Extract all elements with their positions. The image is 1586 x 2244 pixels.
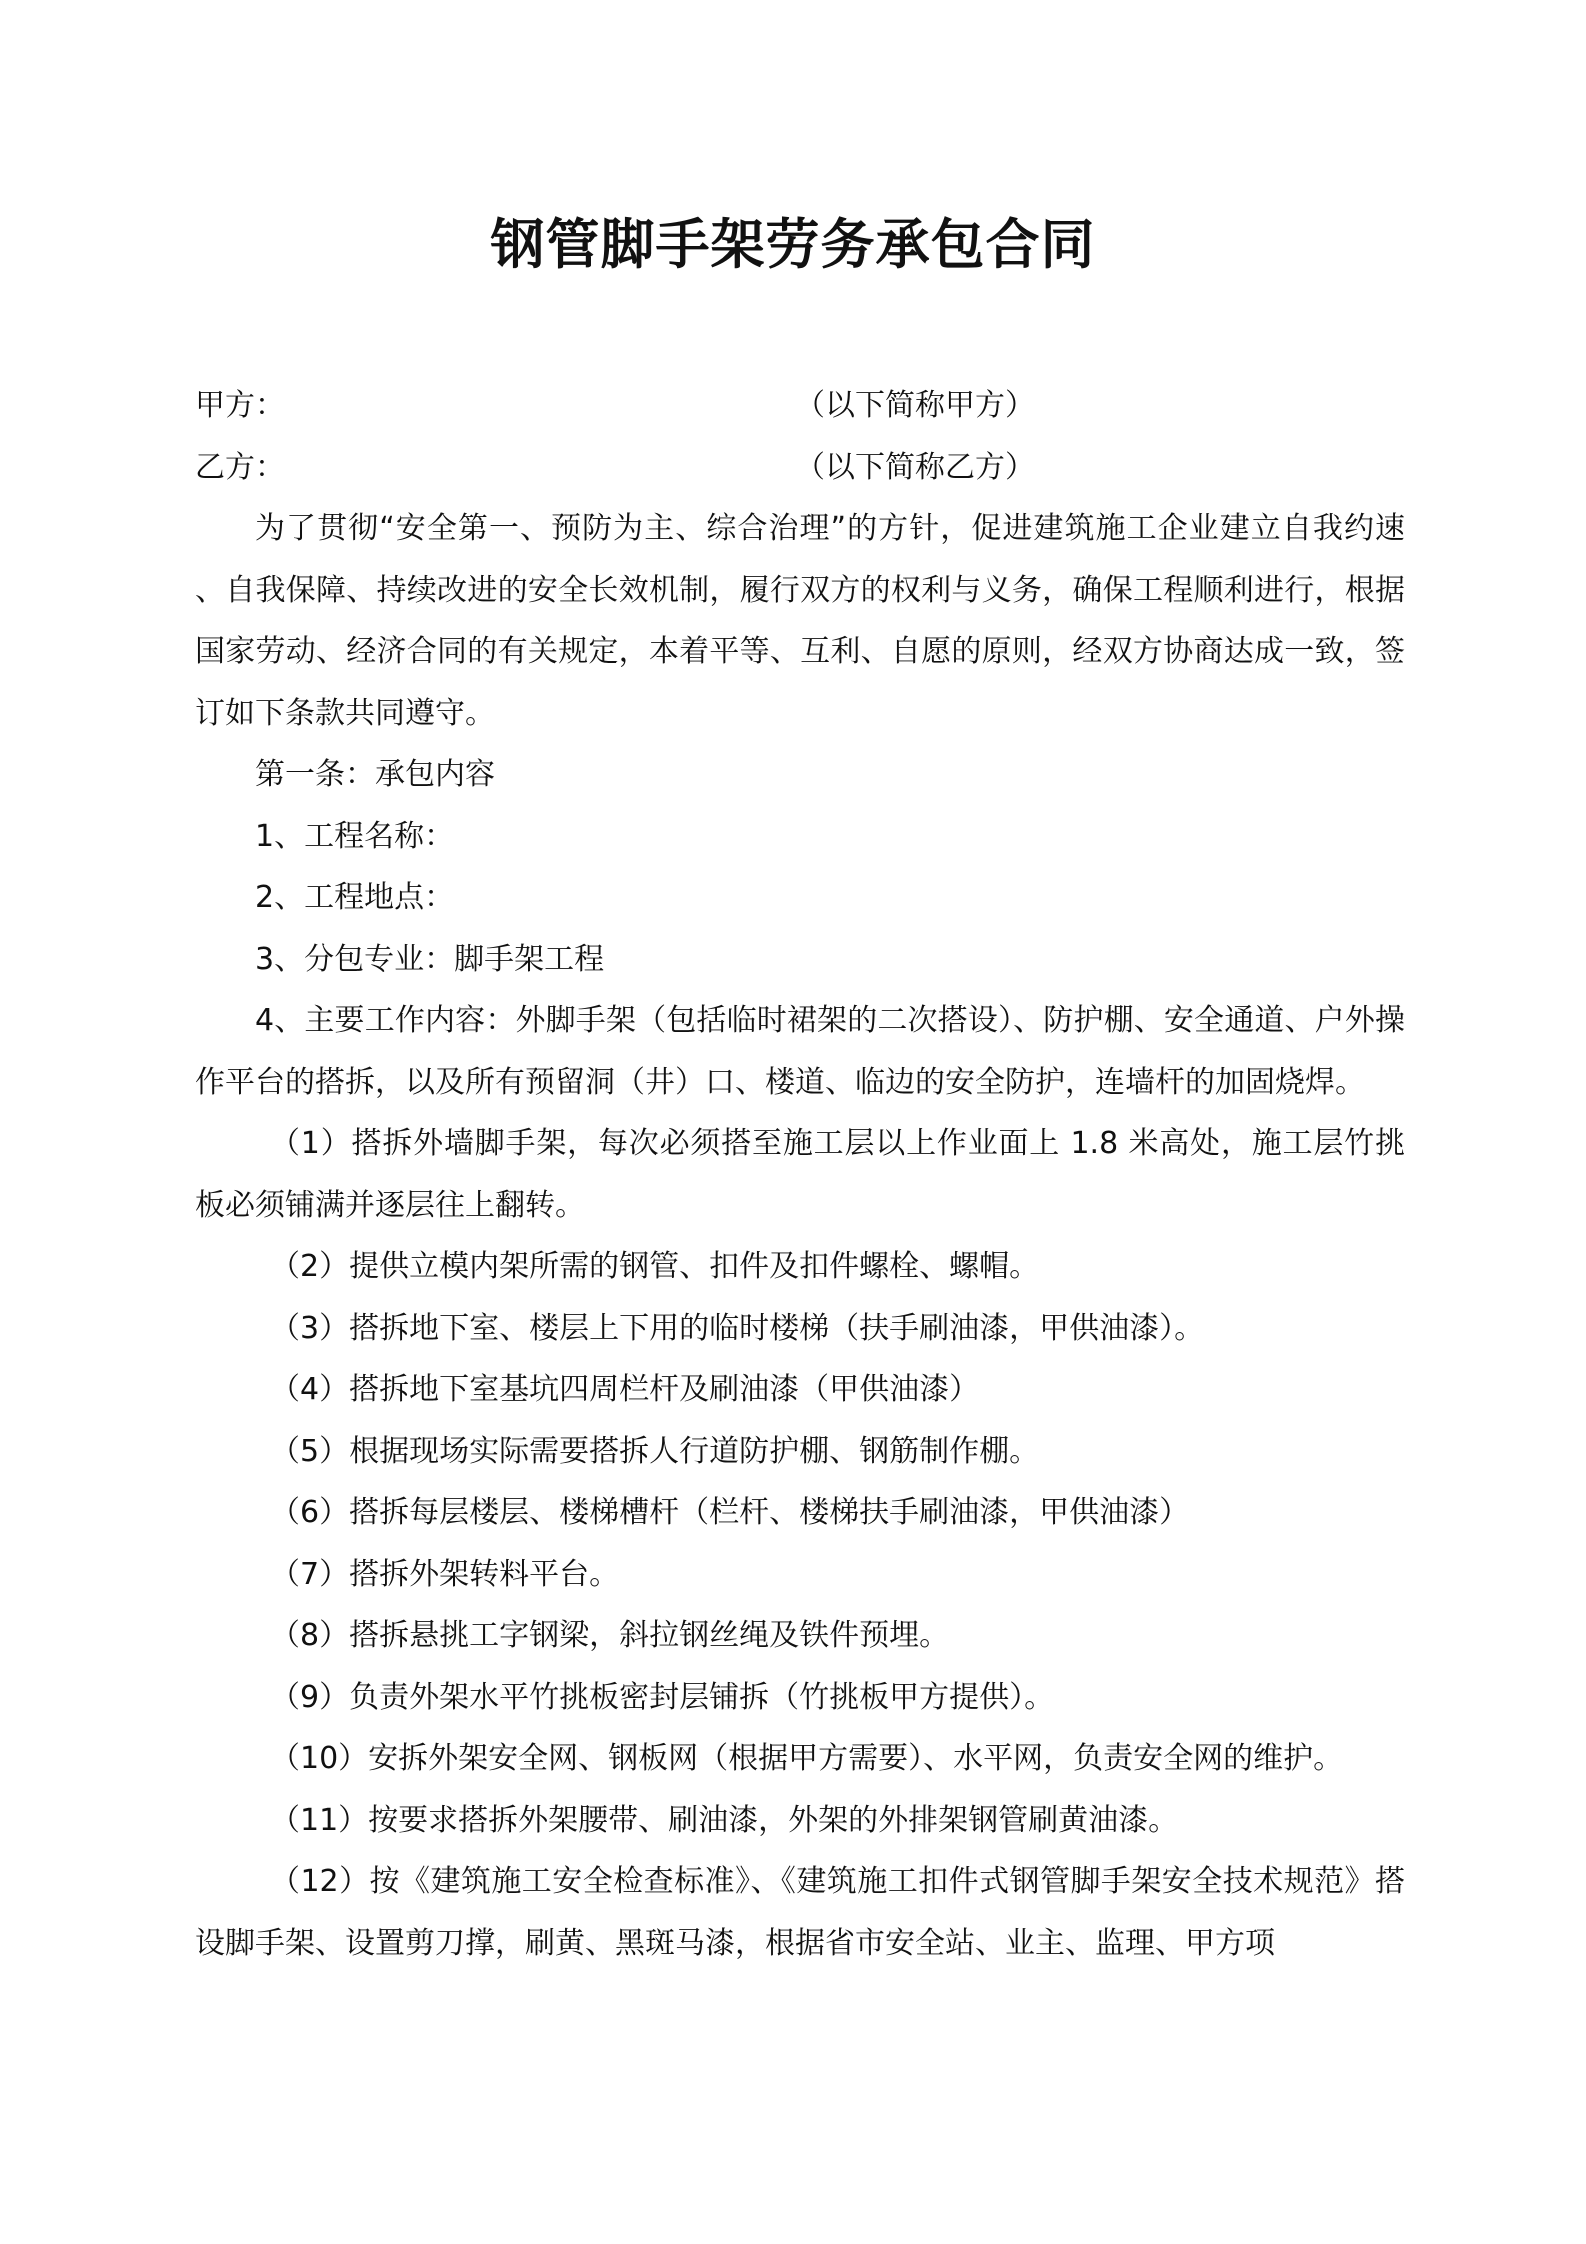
party-a-abbr: （以下简称甲方） [795, 388, 1035, 423]
subitem-2: （2）提供立模内架所需的钢管、扣件及扣件螺栓、螺帽。 [270, 1249, 1040, 1284]
party-b-abbr: （以下简称乙方） [795, 450, 1035, 485]
subitem-7: （7）搭拆外架转料平台。 [270, 1556, 620, 1592]
subitem-8: （8）搭拆悬挑工字钢梁，斜拉钢丝绳及铁件预埋。 [270, 1618, 950, 1653]
party-b-line [195, 446, 1415, 490]
subitem-9: （9）负责外架水平竹挑板密封层铺拆（竹挑板甲方提供）。 [270, 1679, 1055, 1715]
subitem-3: （3）搭拆地下室、楼层上下用的临时楼梯（扶手刷油漆，甲供油漆）。 [270, 1310, 1205, 1346]
item-subcontract-specialty: 3、分包专业：脚手架工程 [255, 941, 605, 977]
subitem-12: （12）按《建筑施工安全检查标准》、《建筑施工扣件式钢管脚手架安全技术规范》搭设脚手架、设置剪刀撑，刷黄、黑斑马漆，根据省市安全站、业主、监理、甲方项 [195, 1864, 1405, 1961]
subitem-5: （5）根据现场实际需要搭拆人行道防护棚、钢筋制作棚。 [270, 1433, 1040, 1469]
item-project-location: 2、工程地点： [255, 880, 455, 915]
item-main-work-content: 4、主要工作内容：外脚手架（包括临时裙架的二次搭设）、防护棚、安全通道、户外操作平台的搭拆，以及所有预留洞（井）口、楼道、临边的安全防护，连墙杆的加固烧焊。 [195, 1003, 1405, 1100]
article-1-heading: 第一条：承包内容 [255, 757, 495, 792]
subitem-10: （10）安拆外架安全网、钢板网（根据甲方需要）、水平网，负责安全网的维护。 [270, 1741, 1344, 1776]
item-project-name: 1、工程名称： [255, 818, 455, 854]
document-title: 钢管脚手架劳务承包合同 [490, 213, 1096, 276]
subitem-1: （1）搭拆外墙脚手架，每次必须搭至施工层以上作业面上 1.8 米高处，施工层竹挑板必须铺满并逐层往上翻转。 [195, 1126, 1405, 1223]
subitem-6: （6）搭拆每层楼层、楼梯槽杆（栏杆、楼梯扶手刷油漆，甲供油漆） [270, 1495, 1190, 1530]
contract-body [195, 498, 1405, 1974]
subitem-11: （11）按要求搭拆外架腰带、刷油漆，外架的外排架钢管刷黄油漆。 [270, 1802, 1179, 1838]
party-a-label: 甲方： [195, 388, 285, 423]
subitem-4: （4）搭拆地下室基坑四周栏杆及刷油漆（甲供油漆） [270, 1372, 980, 1407]
party-a-line [195, 384, 1415, 428]
party-b-label: 乙方： [195, 450, 285, 485]
preamble-paragraph: 为了贯彻“安全第一、预防为主、综合治理”的方针，促进建筑施工企业建立自我约速 、自我保障、持续改进的安全长效机制，履行双方的权利与义务，确保工程顺利进行，根据国家劳动、经济合同的有关规定，本着平等、互利、自愿的原则，经双方协商达成一致，签订如下条款共同遵守。 [195, 511, 1405, 731]
